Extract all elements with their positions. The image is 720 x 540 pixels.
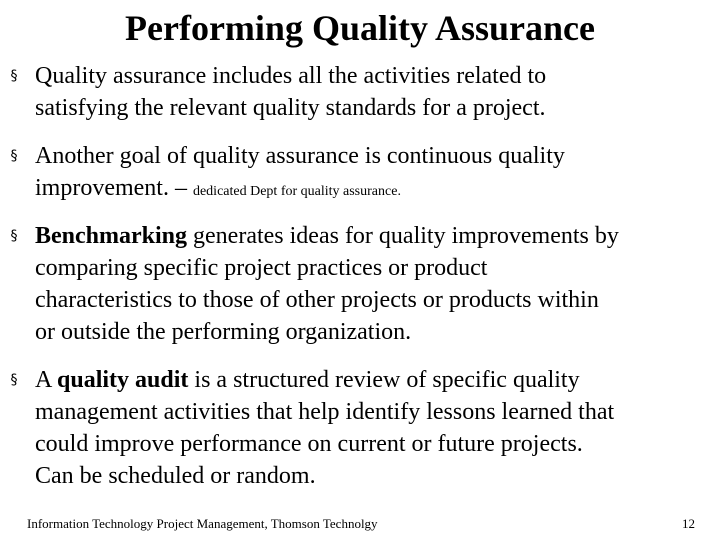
bullet-text: improvement. – <box>35 175 193 201</box>
bullet-item <box>8 60 720 124</box>
bullet-keyword: quality audit <box>57 367 189 393</box>
bullet-text-line: Can be scheduled or random. <box>35 463 316 489</box>
bullet-text-line: characteristics to those of other projects or products within <box>35 287 599 313</box>
bullet-item <box>8 364 720 492</box>
bullet-note: dedicated Dept for quality assurance. <box>192 184 401 199</box>
bullet-keyword: Benchmarking <box>35 223 188 249</box>
bullet-text-line: Quality assurance includes all the activities related to <box>35 63 547 89</box>
bullet-text-line <box>35 220 720 252</box>
bullet-text-line: management activities that help identify lessons learned that <box>35 399 615 425</box>
bullet-text-line: Another goal of quality assurance is continuous quality <box>35 143 565 169</box>
bullet-item <box>8 220 720 348</box>
bullet-text-line <box>35 172 720 204</box>
bullet-text-line: satisfying the relevant quality standards for a project. <box>35 95 546 121</box>
bullet-marker-icon: § <box>10 372 18 388</box>
bullet-text-line: comparing specific project practices or product <box>35 255 488 281</box>
page-number: 12 <box>682 516 695 531</box>
bullet-text-line: or outside the performing organization. <box>35 319 412 345</box>
bullet-text-line: could improve performance on current or future projects. <box>35 431 583 457</box>
bullet-list <box>8 60 720 492</box>
bullet-marker-icon: § <box>10 228 18 244</box>
bullet-marker-icon: § <box>10 148 18 164</box>
bullet-text: A <box>35 367 58 393</box>
bullet-marker-icon: § <box>10 68 18 84</box>
bullet-text: is a structured review of specific quality <box>188 367 580 393</box>
bullet-text: generates ideas for quality improvements by <box>187 223 619 249</box>
bullet-text-line <box>35 364 720 396</box>
slide-title: Performing Quality Assurance <box>125 8 595 48</box>
footer-source: Information Technology Project Management, Thomson Technolgy <box>27 516 378 531</box>
bullet-item <box>8 140 720 204</box>
